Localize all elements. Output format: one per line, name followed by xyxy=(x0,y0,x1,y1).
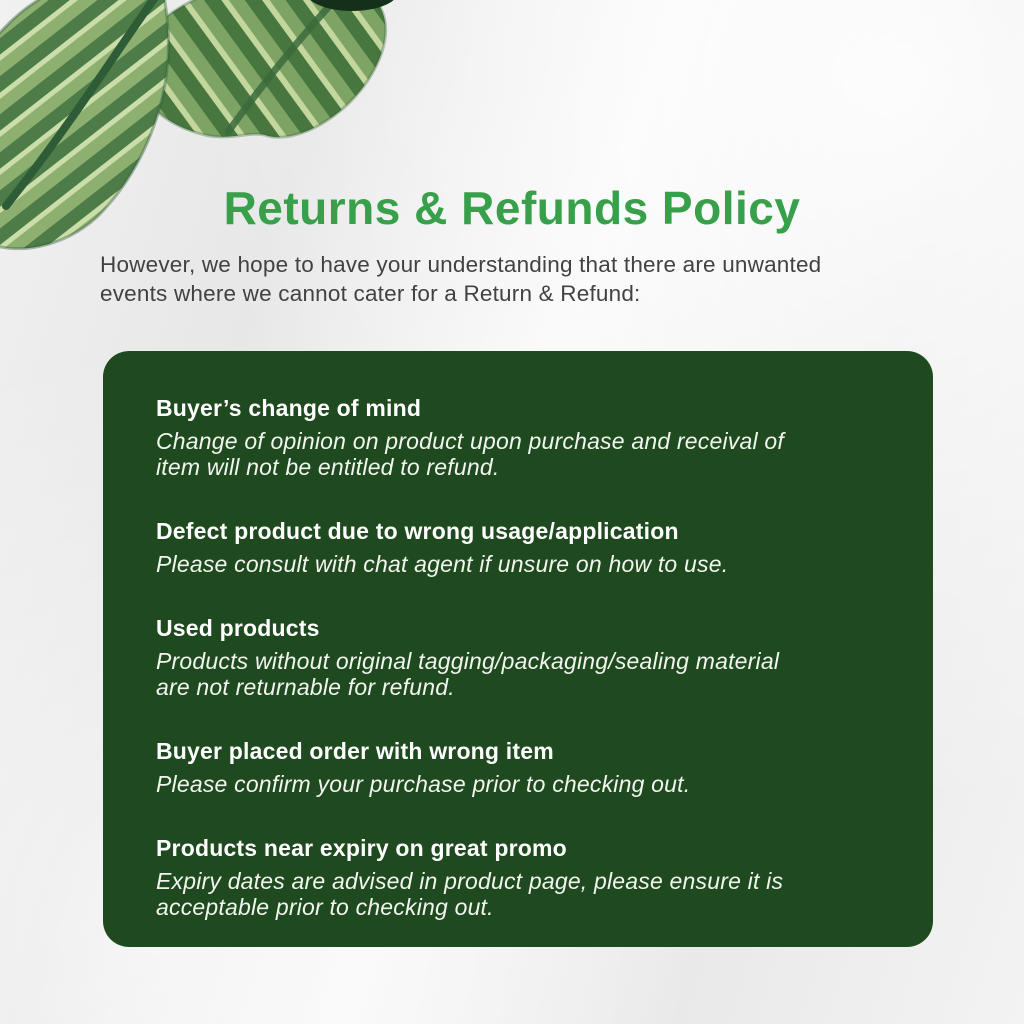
section-heading: Defect product due to wrong usage/application xyxy=(156,518,679,544)
intro-paragraph xyxy=(100,251,970,308)
policy-section-buyers-change-of-mind xyxy=(156,393,885,480)
section-body-line: Change of opinion on product upon purchase and receival of xyxy=(156,428,784,454)
section-body-line: Expiry dates are advised in product page, please ensure it is xyxy=(156,868,784,894)
leaf-decoration-illustration xyxy=(0,0,440,280)
section-heading: Used products xyxy=(156,615,320,641)
section-body-line: are not returnable for refund. xyxy=(156,674,455,700)
section-body-line: Please consult with chat agent if unsure on how to use. xyxy=(156,551,729,577)
section-heading: Buyer placed order with wrong item xyxy=(156,738,554,764)
section-body-line: Products without original tagging/packaging/sealing material xyxy=(156,648,780,674)
leaf-center xyxy=(136,0,386,137)
page-title: Returns & Refunds Policy xyxy=(223,182,801,234)
intro-line-2: events where we cannot cater for a Return & Refund: xyxy=(100,280,641,306)
section-heading: Buyer’s change of mind xyxy=(156,395,422,421)
policy-section-defect-wrong-usage xyxy=(156,516,885,577)
intro-line-1: However, we hope to have your understanding that there are unwanted xyxy=(100,252,822,277)
policy-card xyxy=(103,351,933,947)
section-body-line: Please confirm your purchase prior to checking out. xyxy=(156,771,691,797)
policy-section-near-expiry-promo xyxy=(156,833,885,920)
policy-section-wrong-item-ordered xyxy=(156,736,885,797)
section-heading: Products near expiry on great promo xyxy=(156,835,567,861)
section-body-line: acceptable prior to checking out. xyxy=(156,894,494,920)
section-body-line: item will not be entitled to refund. xyxy=(156,454,500,480)
policy-section-used-products xyxy=(156,613,885,700)
